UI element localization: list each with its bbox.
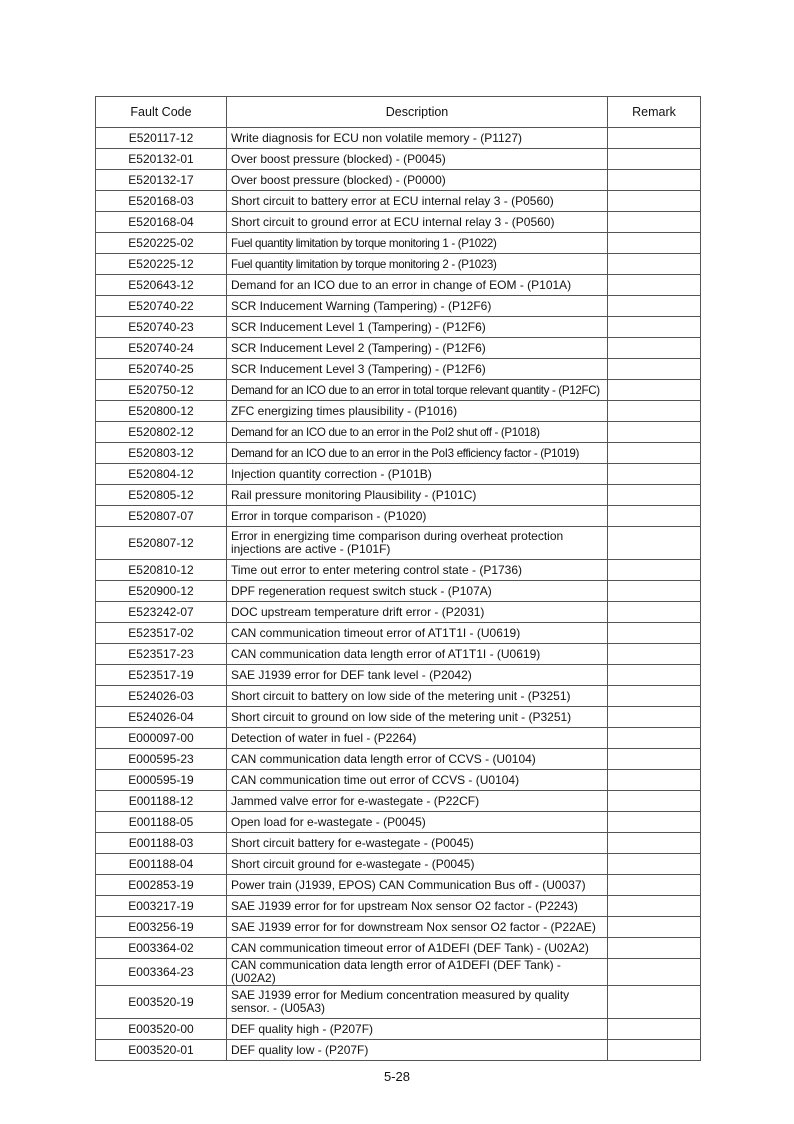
remark-cell	[608, 854, 701, 875]
table-row	[96, 1040, 701, 1061]
fault-code-cell: E002853-19	[96, 875, 227, 896]
remark-cell	[608, 149, 701, 170]
table-row	[96, 833, 701, 854]
fault-code-cell: E520803-12	[96, 443, 227, 464]
description-cell: Short circuit ground for e-wastegate - (P0045)	[227, 854, 608, 875]
description-cell: Demand for an ICO due to an error in the PoI2 shut off - (P1018)	[227, 422, 608, 443]
table-row	[96, 485, 701, 506]
remark-cell	[608, 644, 701, 665]
table-row	[96, 359, 701, 380]
fault-code-cell: E520168-03	[96, 191, 227, 212]
table-row	[96, 728, 701, 749]
fault-code-cell: E000595-19	[96, 770, 227, 791]
table-row	[96, 233, 701, 254]
description-cell: Short circuit to battery on low side of the metering unit - (P3251)	[227, 686, 608, 707]
table-row	[96, 317, 701, 338]
table-row	[96, 959, 701, 986]
remark-cell	[608, 401, 701, 422]
remark-cell	[608, 665, 701, 686]
remark-cell	[608, 443, 701, 464]
table-row	[96, 254, 701, 275]
remark-cell	[608, 254, 701, 275]
fault-code-cell: E520225-12	[96, 254, 227, 275]
table-row	[96, 443, 701, 464]
fault-code-cell: E000595-23	[96, 749, 227, 770]
fault-code-cell: E520740-25	[96, 359, 227, 380]
remark-cell	[608, 581, 701, 602]
table-row	[96, 464, 701, 485]
remark-cell	[608, 380, 701, 401]
description-cell: Demand for an ICO due to an error in the PoI3 efficiency factor - (P1019)	[227, 443, 608, 464]
remark-cell	[608, 917, 701, 938]
fault-code-cell: E520807-12	[96, 527, 227, 560]
description-cell: CAN communication timeout error of A1DEFI (DEF Tank) - (U02A2)	[227, 938, 608, 959]
description-cell: Detection of water in fuel - (P2264)	[227, 728, 608, 749]
table-row	[96, 812, 701, 833]
description-cell: CAN communication data length error of AT1T1I - (U0619)	[227, 644, 608, 665]
remark-cell	[608, 296, 701, 317]
description-cell: Short circuit to ground error at ECU internal relay 3 - (P0560)	[227, 212, 608, 233]
table-body	[96, 128, 701, 1061]
table-row	[96, 506, 701, 527]
description-cell: Power train (J1939, EPOS) CAN Communication Bus off - (U0037)	[227, 875, 608, 896]
table-row	[96, 581, 701, 602]
description-cell: Over boost pressure (blocked) - (P0000)	[227, 170, 608, 191]
header-remark: Remark	[608, 97, 701, 128]
fault-code-cell: E520804-12	[96, 464, 227, 485]
remark-cell	[608, 527, 701, 560]
remark-cell	[608, 485, 701, 506]
remark-cell	[608, 128, 701, 149]
fault-code-cell: E001188-12	[96, 791, 227, 812]
description-cell: SCR Inducement Level 2 (Tampering) - (P12F6)	[227, 338, 608, 359]
fault-code-cell: E520643-12	[96, 275, 227, 296]
table-row	[96, 560, 701, 581]
fault-code-cell: E524026-03	[96, 686, 227, 707]
table-row	[96, 875, 701, 896]
fault-code-cell: E003520-01	[96, 1040, 227, 1061]
remark-cell	[608, 959, 701, 986]
description-cell: Fuel quantity limitation by torque monitoring 2 - (P1023)	[227, 254, 608, 275]
description-cell: Jammed valve error for e-wastegate - (P22CF)	[227, 791, 608, 812]
fault-code-cell: E001188-03	[96, 833, 227, 854]
table-row	[96, 686, 701, 707]
remark-cell	[608, 770, 701, 791]
description-cell: Short circuit to ground on low side of the metering unit - (P3251)	[227, 707, 608, 728]
table-row	[96, 938, 701, 959]
fault-code-cell: E520805-12	[96, 485, 227, 506]
description-cell: SCR Inducement Level 3 (Tampering) - (P12F6)	[227, 359, 608, 380]
fault-code-cell: E003364-23	[96, 959, 227, 986]
table-row	[96, 986, 701, 1019]
remark-cell	[608, 338, 701, 359]
table-row	[96, 380, 701, 401]
remark-cell	[608, 233, 701, 254]
description-cell: DPF regeneration request switch stuck - (P107A)	[227, 581, 608, 602]
description-cell: SCR Inducement Warning (Tampering) - (P12F6)	[227, 296, 608, 317]
remark-cell	[608, 317, 701, 338]
table-header-row	[96, 97, 701, 128]
table-row	[96, 791, 701, 812]
description-cell: Over boost pressure (blocked) - (P0045)	[227, 149, 608, 170]
table-row	[96, 896, 701, 917]
description-cell: ZFC energizing times plausibility - (P1016)	[227, 401, 608, 422]
fault-code-cell: E523242-07	[96, 602, 227, 623]
remark-cell	[608, 812, 701, 833]
remark-cell	[608, 212, 701, 233]
header-fault-code: Fault Code	[96, 97, 227, 128]
table-row	[96, 602, 701, 623]
description-cell: CAN communication time out error of CCVS - (U0104)	[227, 770, 608, 791]
description-cell: Write diagnosis for ECU non volatile memory - (P1127)	[227, 128, 608, 149]
description-cell: DEF quality low - (P207F)	[227, 1040, 608, 1061]
remark-cell	[608, 275, 701, 296]
fault-code-cell: E520740-22	[96, 296, 227, 317]
description-cell: Short circuit to battery error at ECU internal relay 3 - (P0560)	[227, 191, 608, 212]
fault-code-cell: E520132-01	[96, 149, 227, 170]
description-cell: CAN communication timeout error of AT1T1I - (U0619)	[227, 623, 608, 644]
remark-cell	[608, 191, 701, 212]
remark-cell	[608, 422, 701, 443]
page-number: 5-28	[383, 1069, 411, 1084]
description-cell: SCR Inducement Level 1 (Tampering) - (P12F6)	[227, 317, 608, 338]
remark-cell	[608, 833, 701, 854]
remark-cell	[608, 464, 701, 485]
fault-code-cell: E003256-19	[96, 917, 227, 938]
fault-code-cell: E001188-05	[96, 812, 227, 833]
fault-code-cell: E003520-19	[96, 986, 227, 1019]
table-row	[96, 191, 701, 212]
description-cell: Time out error to enter metering control state - (P1736)	[227, 560, 608, 581]
table-row	[96, 128, 701, 149]
fault-code-cell: E520225-02	[96, 233, 227, 254]
fault-code-cell: E001188-04	[96, 854, 227, 875]
fault-code-cell: E520900-12	[96, 581, 227, 602]
table-row	[96, 770, 701, 791]
table-row	[96, 644, 701, 665]
description-cell: Error in energizing time comparison during overheat protection injections are active - (P101F)	[227, 527, 608, 560]
fault-code-cell: E520810-12	[96, 560, 227, 581]
remark-cell	[608, 1040, 701, 1061]
remark-cell	[608, 896, 701, 917]
table-row	[96, 212, 701, 233]
remark-cell	[608, 938, 701, 959]
fault-code-cell: E520807-07	[96, 506, 227, 527]
fault-code-cell: E520750-12	[96, 380, 227, 401]
fault-code-cell: E523517-19	[96, 665, 227, 686]
fault-code-cell: E003520-00	[96, 1019, 227, 1040]
table-row	[96, 665, 701, 686]
table-row	[96, 707, 701, 728]
description-cell: Short circuit battery for e-wastegate - (P0045)	[227, 833, 608, 854]
remark-cell	[608, 749, 701, 770]
fault-code-cell: E520117-12	[96, 128, 227, 149]
table-row	[96, 149, 701, 170]
table-row	[96, 422, 701, 443]
table-row	[96, 170, 701, 191]
description-cell: Rail pressure monitoring Plausibility - (P101C)	[227, 485, 608, 506]
table-row	[96, 401, 701, 422]
table-row	[96, 623, 701, 644]
remark-cell	[608, 686, 701, 707]
remark-cell	[608, 560, 701, 581]
description-cell: Error in torque comparison - (P1020)	[227, 506, 608, 527]
description-cell: Injection quantity correction - (P101B)	[227, 464, 608, 485]
fault-code-cell: E523517-02	[96, 623, 227, 644]
fault-code-cell: E520132-17	[96, 170, 227, 191]
remark-cell	[608, 791, 701, 812]
description-cell: SAE J1939 error for Medium concentration measured by quality sensor. - (U05A3)	[227, 986, 608, 1019]
remark-cell	[608, 728, 701, 749]
remark-cell	[608, 623, 701, 644]
description-cell: Fuel quantity limitation by torque monitoring 1 - (P1022)	[227, 233, 608, 254]
table-row	[96, 296, 701, 317]
table-row	[96, 527, 701, 560]
description-cell: CAN communication data length error of CCVS - (U0104)	[227, 749, 608, 770]
description-cell: SAE J1939 error for for upstream Nox sensor O2 factor - (P2243)	[227, 896, 608, 917]
fault-code-cell: E520740-24	[96, 338, 227, 359]
remark-cell	[608, 506, 701, 527]
fault-code-cell: E520740-23	[96, 317, 227, 338]
table-row	[96, 854, 701, 875]
remark-cell	[608, 170, 701, 191]
header-description: Description	[227, 97, 608, 128]
fault-code-cell: E003364-02	[96, 938, 227, 959]
fault-code-cell: E524026-04	[96, 707, 227, 728]
remark-cell	[608, 875, 701, 896]
table-row	[96, 749, 701, 770]
table-row	[96, 338, 701, 359]
remark-cell	[608, 359, 701, 380]
fault-code-cell: E000097-00	[96, 728, 227, 749]
fault-code-cell: E520800-12	[96, 401, 227, 422]
fault-code-cell: E520802-12	[96, 422, 227, 443]
remark-cell	[608, 1019, 701, 1040]
description-cell: DEF quality high - (P207F)	[227, 1019, 608, 1040]
description-cell: Open load for e-wastegate - (P0045)	[227, 812, 608, 833]
description-cell: SAE J1939 error for DEF tank level - (P2042)	[227, 665, 608, 686]
fault-code-cell: E523517-23	[96, 644, 227, 665]
description-cell: DOC upstream temperature drift error - (P2031)	[227, 602, 608, 623]
table-row	[96, 275, 701, 296]
remark-cell	[608, 707, 701, 728]
description-cell: CAN communication data length error of A1DEFI (DEF Tank) - (U02A2)	[227, 959, 608, 986]
description-cell: Demand for an ICO due to an error in total torque relevant quantity - (P12FC)	[227, 380, 608, 401]
table-row	[96, 917, 701, 938]
fault-code-table	[95, 96, 701, 1061]
fault-code-cell: E520168-04	[96, 212, 227, 233]
description-cell: Demand for an ICO due to an error in change of EOM - (P101A)	[227, 275, 608, 296]
remark-cell	[608, 602, 701, 623]
fault-code-cell: E003217-19	[96, 896, 227, 917]
remark-cell	[608, 986, 701, 1019]
description-cell: SAE J1939 error for for downstream Nox sensor O2 factor - (P22AE)	[227, 917, 608, 938]
table-row	[96, 1019, 701, 1040]
